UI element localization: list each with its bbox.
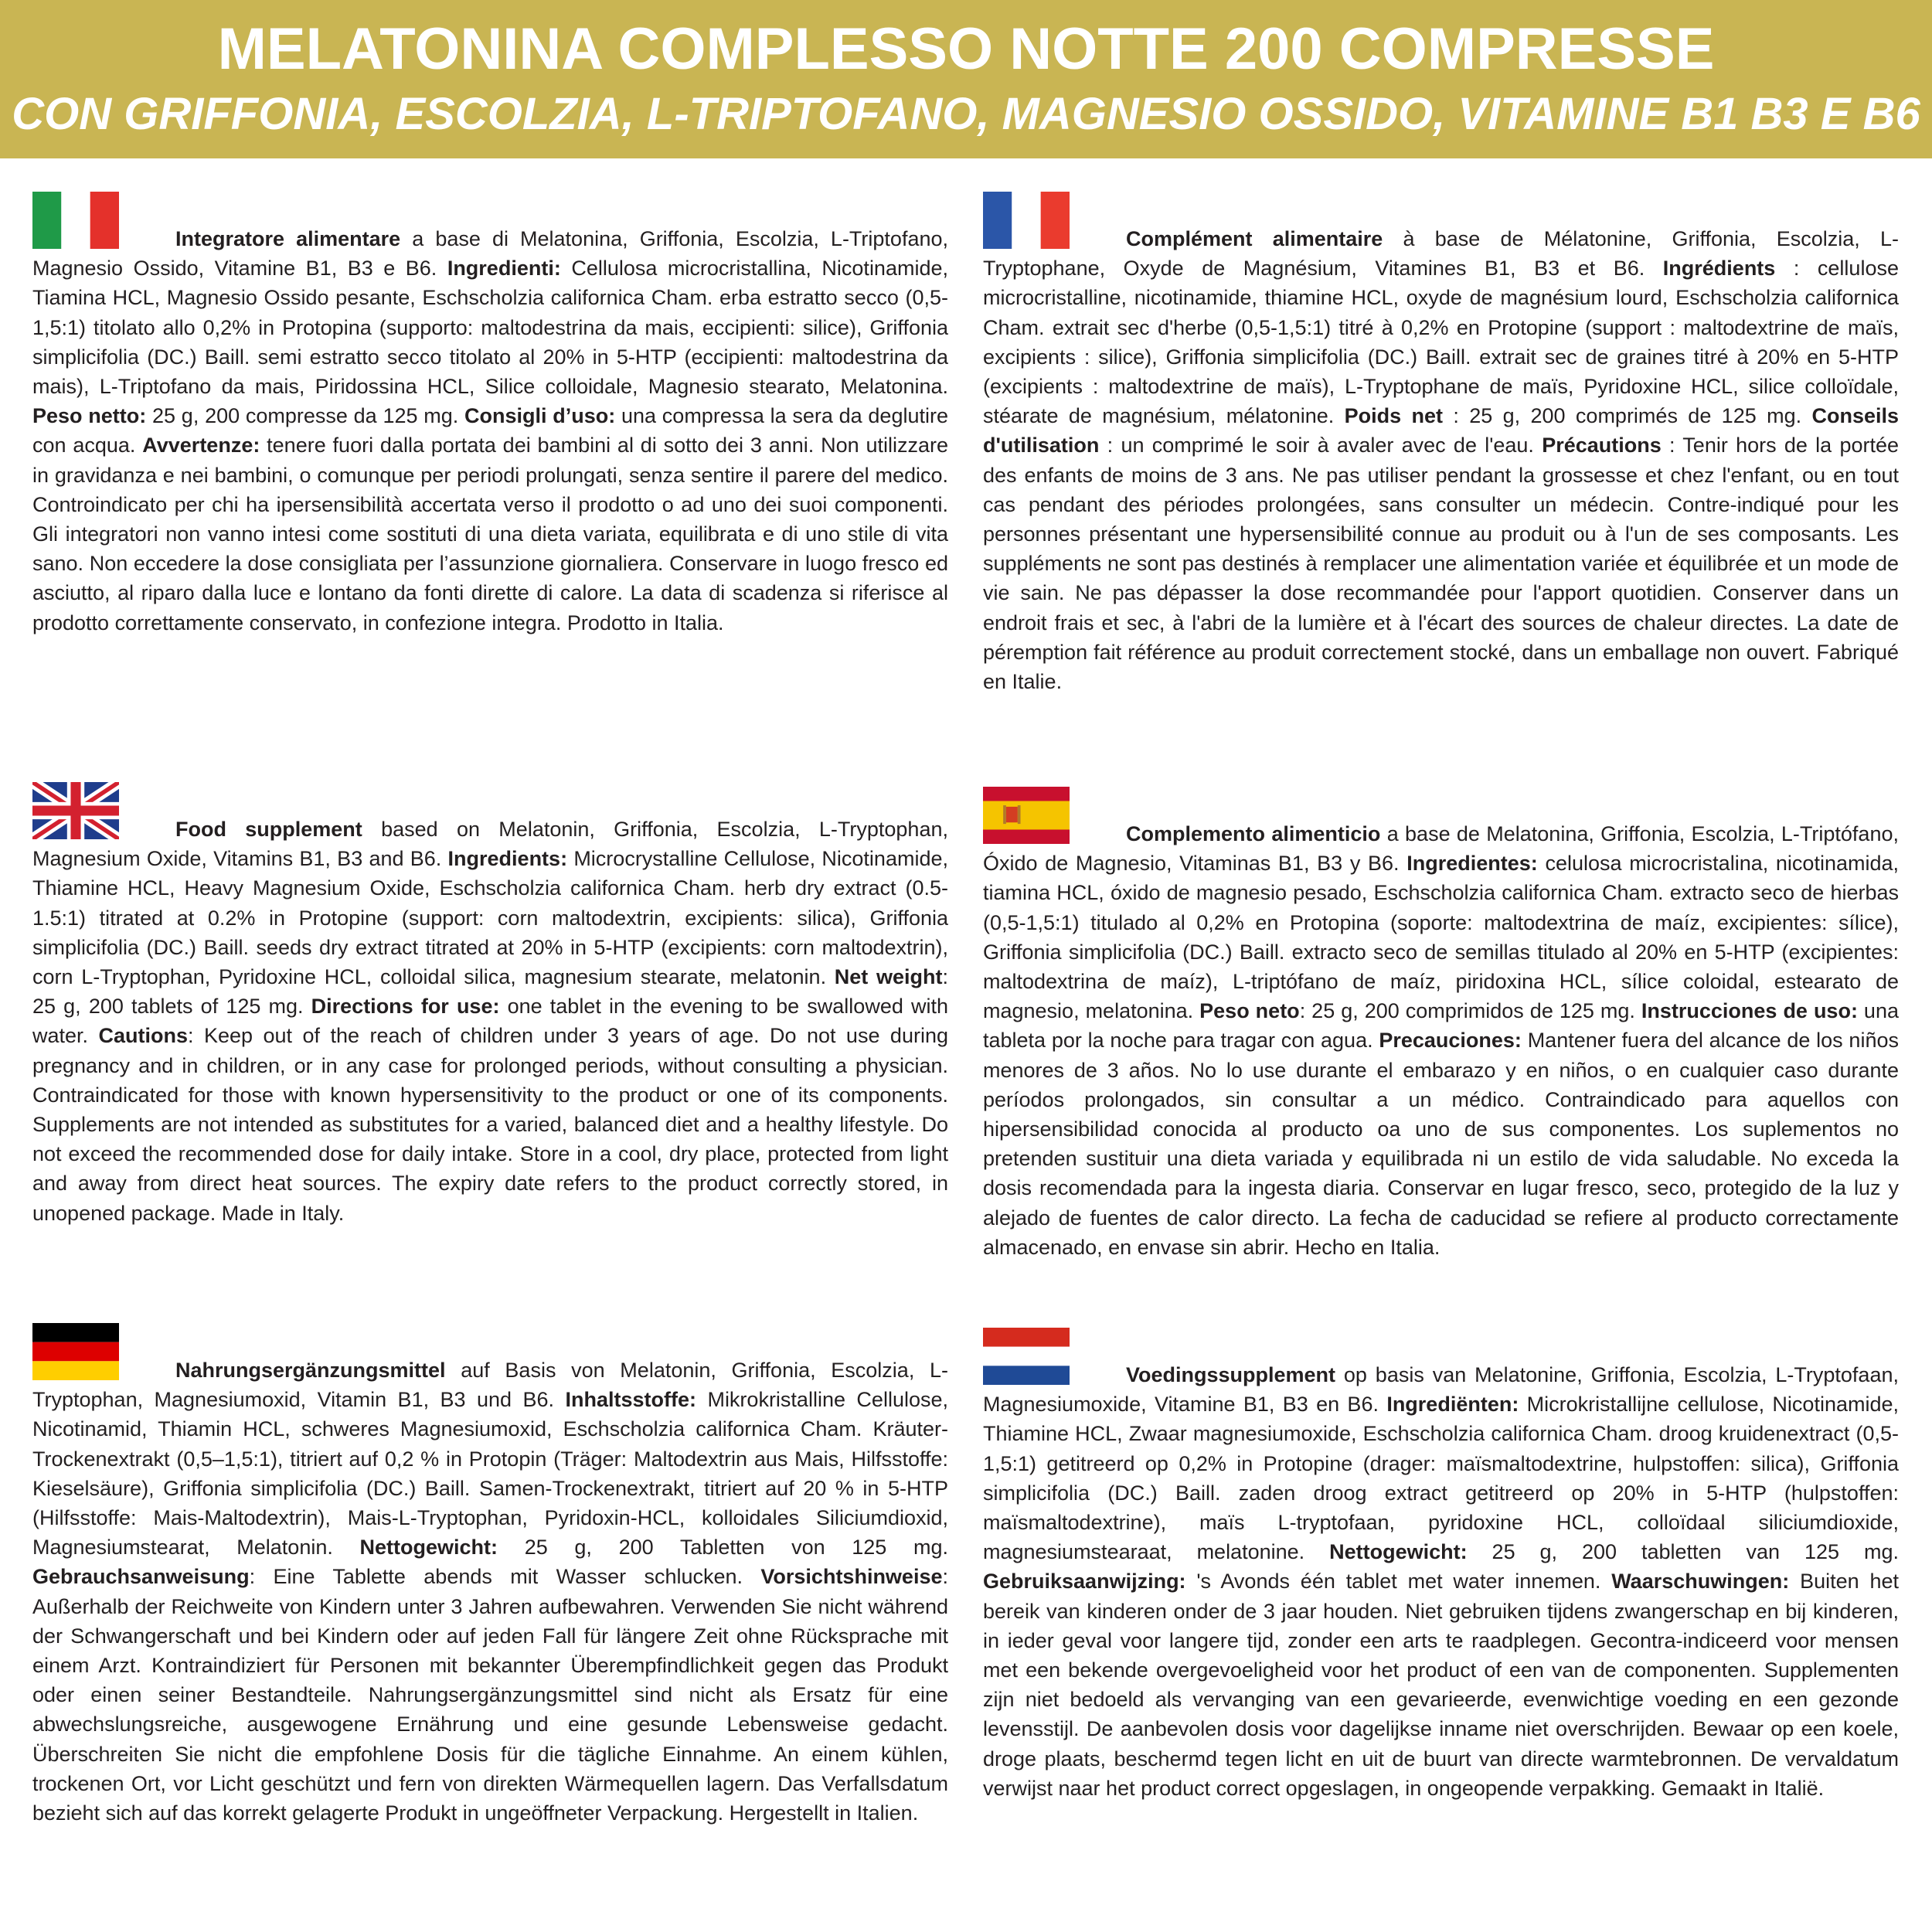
panel-text: Complemento alimenticio a base de Melatonina, Griffonia, Escolzia, L-Triptófano, Óxido de Magnesio, Vitaminas B1, B3 y B6. Ingredientes: celulosa microcristalina, nicotinamida, tiamina HCL, óxido de magnesio pesado, Eschscholzia californica Cham. extracto seco de hierbas (0,5-1,5:1) titulado al 0,2% en Protopina (soporte: maltodextrina de maíz, excipientes: sílice), Griffonia simplicifolia (DC.) Baill. extracto seco de semillas titulado al 20% en 5-HTP (excipientes: maltodextrina de maíz), L-triptófano de maíz, piridoxina HCL, sílice coloidal, estearato de magnesio, melatonina. Peso neto: 25 g, 200 comprimidos de 125 mg. Instrucciones de uso: una tableta por la noche para tragar con agua. Precauciones: Mantener fuera del alcance de los niños menores de 3 años. No lo use durante el embarazo y en niños, o en cualquier caso durante períodos prolongados, sin consultar a un médico. Contraindicado para aquellos con hipersensibilidad conocida al producto oa uno de sus componentes. Los suplementos no pretenden sustituir una dieta variada y equilibrada ni un estilo de vida saludable. No exceda la dosis recomendada para la ingesta diaria. Conservar en lugar fresco, seco, protegido de la luz y alejado de fuentes de calor directo. La fecha de caducidad se refiere al producto correctamente almacenado, en envase sin abrir. Hecho en Italia. bbox=[983, 822, 1899, 1259]
panel-text: Integratore alimentare a base di Melatonina, Griffonia, Escolzia, L-Triptofano, Magnesio Ossido, Vitamine B1, B3 e B6. Ingredienti: Cellulosa microcristallina, Nicotinamide, Tiamina HCL, Magnesio Ossido pesante, Eschscholzia californica Cham. erba estratto secco (0,5-1,5:1) titolato allo 0,2% in Protopina (supporto: maltodestrina da mais, eccipienti: silice), Griffonia simplicifolia (DC.) Baill. semi estratto secco titolato al 20% in 5-HTP (eccipienti: maltodestrina da mais), L-Triptofano da mais, Piridossina HCL, Silice colloidale, Magnesio stearato, Melatonina. Peso netto: 25 g, 200 compresse da 125 mg. Consigli d’uso: una compressa la sera da deglutire con acqua. Avvertenze: tenere fuori dalla portata dei bambini al di sotto dei 3 anni. Non utilizzare in gravidanza e nei bambini, o comunque per periodi prolungati, senza sentire il parere del medico. Controindicato per chi ha ipersensibilità accertata verso il prodotto o ad uno dei suoi componenti. Gli integratori non vanno intesi come sostituti di una dieta variata, equilibrata e di uno stile di vita sano. Non eccedere la dose consigliata per l’assunzione giornaliera. Conservare in luogo fresco ed asciutto, al riparo dalla luce e lontano da fonti dirette di calore. La data di scadenza si riferisce al prodotto correttamente conservato, in confezione integra. Prodotto in Italia. bbox=[32, 227, 948, 634]
panel-dutch bbox=[983, 1328, 1899, 1803]
page-title: MELATONINA COMPLESSO NOTTE 200 COMPRESSE bbox=[217, 16, 1715, 82]
panel-text: Nahrungsergänzungsmittel auf Basis von Melatonin, Griffonia, Escolzia, L-Tryptophan, Magnesiumoxid, Vitamin B1, B3 und B6. Inhaltsstoffe: Mikrokristalline Cellulose, Nicotinamid, Thiamin HCL, schweres Magnesiumoxid, Eschscholzia californica Cham. Kräuter-Trockenextrakt (0,5–1,5:1), titriert auf 0,2 % in Protopin (Träger: Maltodextrin aus Mais, Hilfsstoffe: Kieselsäure), Griffonia simplicifolia (DC.) Baill. Samen-Trockenextrakt, titriert auf 20 % in 5-HTP (Hilfsstoffe: Mais-Maltodextrin), Mais-L-Tryptophan, Pyridoxin-HCL, kolloidales Siliciumdioxid, Magnesiumstearat, Melatonin. Nettogewicht: 25 g, 200 Tabletten von 125 mg. Gebrauchsanweisung: Eine Tablette abends mit Wasser schlucken. Vorsichtshinweise: Außerhalb der Reichweite von Kindern unter 3 Jahren aufbewahren. Verwenden Sie nicht während der Schwangerschaft und bei Kindern oder auf jeden Fall für längere Zeit ohne Rücksprache mit einem Arzt. Kontraindiziert für Personen mit bekannter Überempfindlichkeit gegen das Produkt oder einen seiner Bestandteile. Nahrungsergänzungsmittel sind nicht als Ersatz für eine abwechslungsreiche, ausgewogene Ernährung und eine gesunde Lebensweise gedacht. Überschreiten Sie nicht die empfohlene Dosis für die tägliche Einnahme. An einem kühlen, trockenen Ort, vor Licht geschützt und fern von direkten Wärmequellen lagern. Das Verfallsdatum bezieht sich auf das korrekt gelagerte Produkt in ungeöffneter Verpackung. Hergestellt in Italien. bbox=[32, 1359, 949, 1825]
page-subtitle: CON GRIFFONIA, ESCOLZIA, L-TRIPTOFANO, MAGNESIO OSSIDO, VITAMINE B1 B3 E B6 bbox=[12, 89, 1920, 139]
panel-italian bbox=[32, 192, 948, 638]
netherlands-flag-icon bbox=[983, 1328, 1070, 1385]
panel-english bbox=[32, 782, 948, 1228]
panel-text: Voedingssupplement op basis van Melatonine, Griffonia, Escolzia, L-Tryptofaan, Magnesiumoxide, Vitamine B1, B3 en B6. Ingrediënten: Microkristallijne cellulose, Nicotinamide, Thiamine HCL, Zwaar magnesiumoxide, Eschscholzia californica Cham. droog kruidenextract (0,5-1,5:1) getitreerd op 0,2% in Protopine (drager: maïsmaltodextrine, hulpstoffen: silica), Griffonia simplicifolia (DC.) Baill. zaden droog extract getitreerd op 20% in 5-HTP (hulpstoffen: maïsmaltodextrine), maïs L-tryptofaan, pyridoxine HCL, colloïdaal siliciumdioxide, magnesiumstearaat, melatonine. Nettogewicht: 25 g, 200 tabletten van 125 mg. Gebruiksaanwijzing: 's Avonds één tablet met water innemen. Waarschuwingen: Buiten het bereik van kinderen onder de 3 jaar houden. Niet gebruiken tijdens zwangerschap en bij kinderen, in ieder geval voor langere tijd, zonder een arts te raadplegen. Gecontra-indiceerd voor mensen met een bekende overgevoeligheid voor het product of een van de componenten. Supplementen zijn niet bedoeld als vervanging van een gevarieerde, evenwichtige voeding en een gezonde levensstijl. De aanbevolen dosis voor dagelijkse inname niet overschrijden. Bewaar op een koele, droge plaats, beschermd tegen licht en uit de buurt van directe warmtebronnen. De vervaldatum verwijst naar het product correct opgeslagen, in ongeopende verpakking. Gemaakt in Italië. bbox=[983, 1363, 1900, 1800]
panel-french bbox=[983, 192, 1899, 696]
panel-text: Food supplement based on Melatonin, Griffonia, Escolzia, L-Tryptophan, Magnesium Oxide, Vitamins B1, B3 and B6. Ingredients: Microcrystalline Cellulose, Nicotinamide, Thiamine HCL, Heavy Magnesium Oxide, Eschscholzia californica Cham. herb dry extract (0.5-1.5:1) titrated at 0.2% in Protopine (support: corn maltodextrin, excipients: silica), Griffonia simplicifolia (DC.) Baill. seeds dry extract titrated at 20% in 5-HTP (excipients: corn maltodextrin), corn L-Tryptophan, Pyridoxine HCL, colloidal silica, magnesium stearate, melatonin. Net weight: 25 g, 200 tablets of 125 mg. Directions for use: one tablet in the evening to be swallowed with water. Cautions: Keep out of the reach of children under 3 years of age. Do not use during pregnancy and in children, or in any case for prolonged periods, without consulting a physician. Contraindicated for those with known hypersensitivity to the product or one of its components. Supplements are not intended as substitutes for a varied, balanced diet and a healthy lifestyle. Do not exceed the recommended dose for daily intake. Store in a cool, dry place, protected from light and away from direct heat sources. The expiry date refers to the product correctly stored, in unopened package. Made in Italy. bbox=[32, 818, 949, 1225]
italy-flag-icon bbox=[32, 192, 119, 249]
uk-flag-icon bbox=[32, 782, 119, 839]
france-flag-icon bbox=[983, 192, 1070, 249]
panel-text: Complément alimentaire à base de Mélatonine, Griffonia, Escolzia, L-Tryptophane, Oxyde de Magnésium, Vitamines B1, B3 et B6. Ingrédients : cellulose microcristalline, nicotinamide, thiamine HCL, oxyde de magnésium lourd, Eschscholzia californica Cham. extrait sec d'herbe (0,5-1,5:1) titré à 0,2% en Protopine (support : maltodextrine de maïs, excipients : silice), Griffonia simplicifolia (DC.) Baill. extrait sec de graines titré à 20% en 5-HTP (excipients : maltodextrine de maïs), L-Tryptophane de maïs, Pyridoxine HCL, silice colloïdale, stéarate de magnésium, mélatonine. Poids net : 25 g, 200 comprimés de 125 mg. Conseils d'utilisation : un comprimé le soir à avaler avec de l'eau. Précautions : Tenir hors de la portée des enfants de moins de 3 ans. Ne pas utiliser pendant la grossesse et chez l'enfant, ou en tout cas pendant des périodes prolongées, sans consulter un médecin. Contre-indiqué pour les personnes présentant une hypersensibilité connue au produit ou à l'un de ses composants. Les suppléments ne sont pas destinés à remplacer une alimentation variée et équilibrée et un mode de vie sain. Ne pas dépasser la dose recommandée pour l'apport quotidien. Conserver dans un endroit frais et sec, à l'abri de la lumière et à l'écart des sources de chaleur directes. La date de péremption fait référence au produit correctement stocké, dans un emballage non ouvert. Fabriqué en Italie. bbox=[983, 227, 1900, 694]
panel-spanish bbox=[983, 787, 1899, 1262]
header-banner bbox=[0, 0, 1932, 158]
germany-flag-icon bbox=[32, 1323, 119, 1380]
panel-german bbox=[32, 1323, 948, 1828]
spain-flag-icon bbox=[983, 787, 1070, 844]
